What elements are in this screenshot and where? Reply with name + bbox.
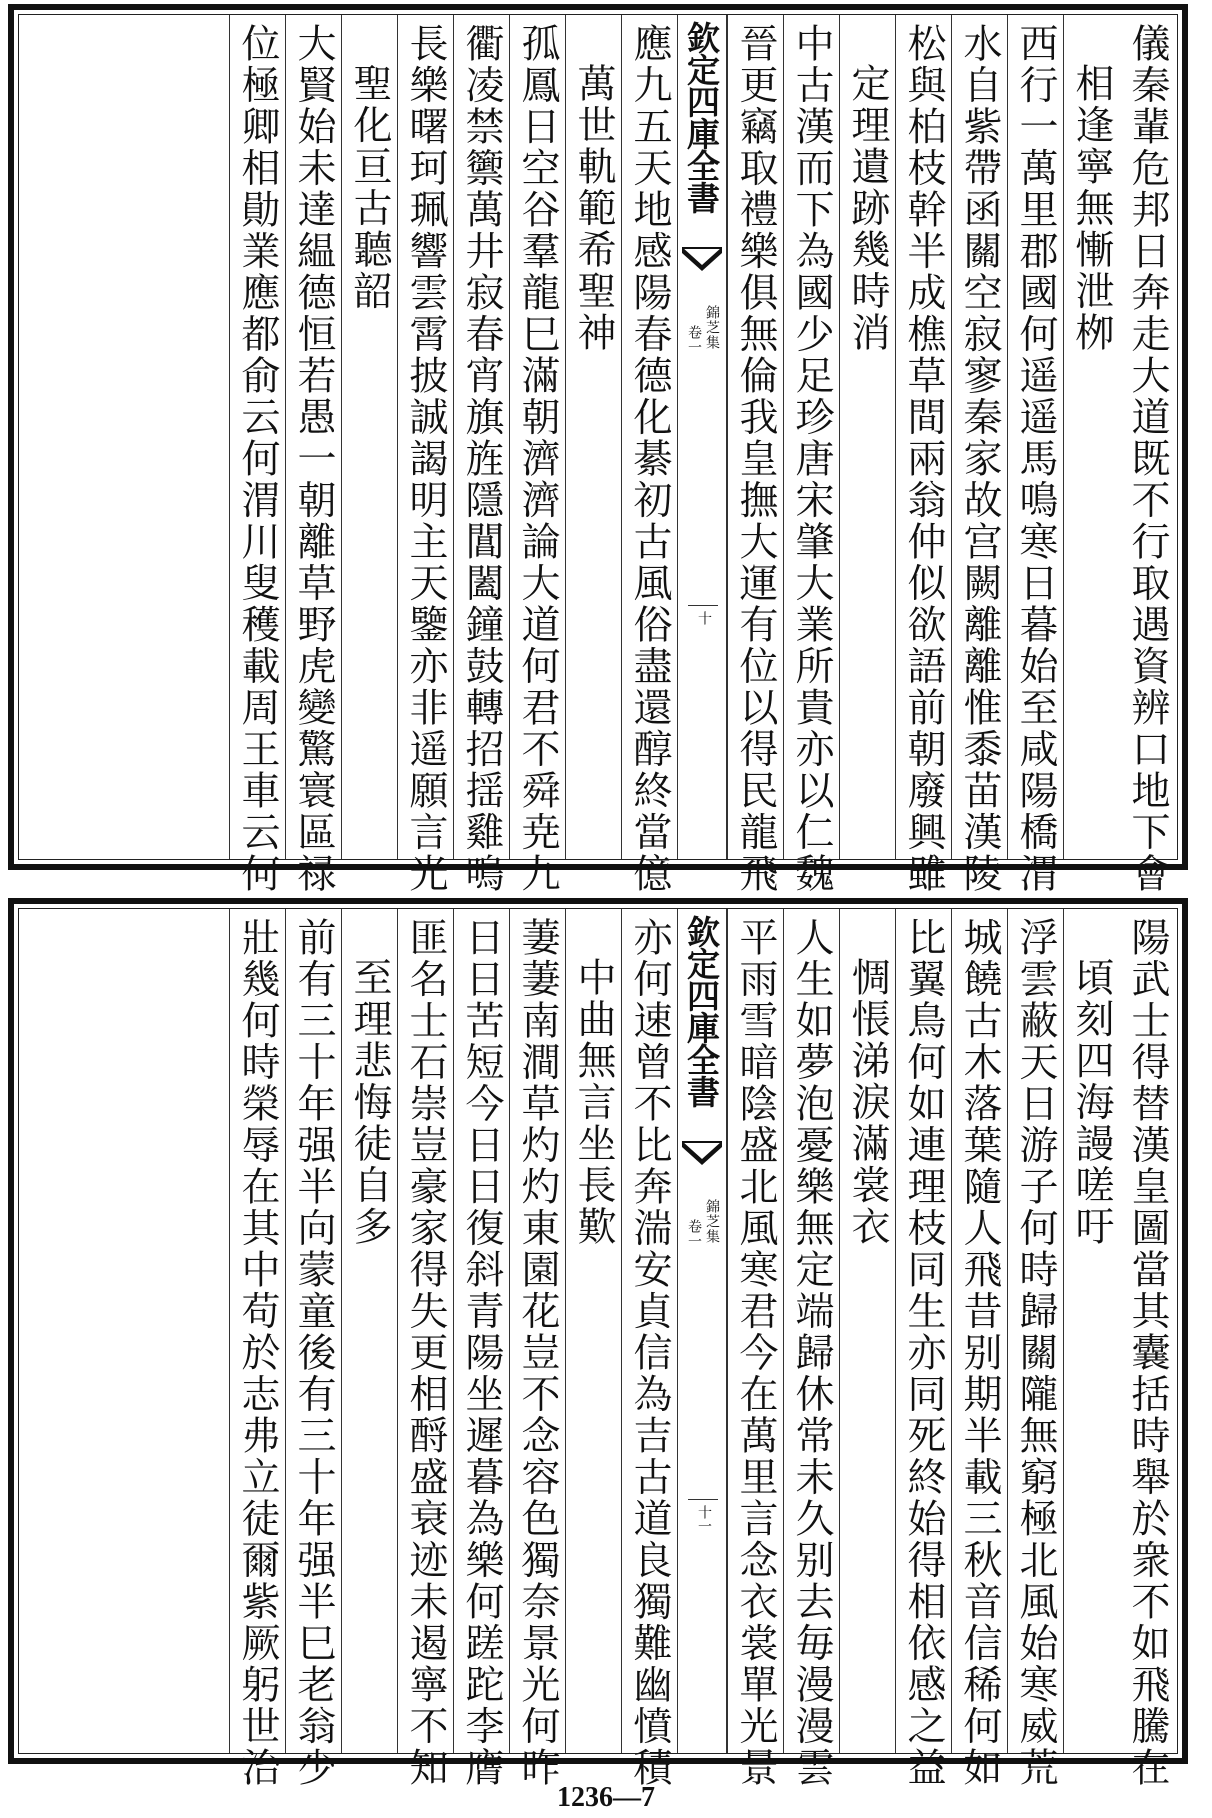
text-column: [453, 909, 509, 1789]
banner-book-title: 錦芝集: [704, 305, 720, 350]
text-column: [509, 15, 565, 895]
page-number: 1236—7: [557, 1782, 655, 1813]
text-column: [839, 909, 895, 1753]
column-text: 城饒古木落葉隨人飛昔别期半載三秋音信稀何如: [957, 917, 1002, 1789]
banner-book-title: 錦芝集: [704, 1199, 720, 1244]
column-text: 長樂曙珂珮響雲霄披誠謁明主天鑒亦非遥願言光: [403, 23, 448, 895]
text-column: [1119, 15, 1175, 895]
column-text: 儀秦輩危邦日奔走大道既不行取遇資辨口地下會: [1125, 23, 1170, 895]
banner-volume: 卷一: [686, 325, 702, 355]
column-text: 孤鳳日空谷羣龍巳滿朝濟濟論大道何君不舜尭九: [515, 23, 560, 895]
column-text: 松與柏枝幹半成樵草間兩翁仲似欲語前朝廢興雖: [901, 23, 946, 895]
column-text: 衢凌禁籞萬井寂春宵旗旌隱閶闔鐘鼓轉招揺雞鳴: [459, 23, 504, 895]
column-text: 應九五天地感陽春德化綦初古風俗盡還醇終當億: [627, 23, 672, 895]
column-text: 平雨雪暗陰盛北風寒君今在萬里言念衣裳單光景: [733, 917, 778, 1789]
text-column: [727, 15, 783, 895]
column-text: 萋萋南澗草灼灼東園花豈不念容色獨奈景光何昨: [515, 917, 560, 1789]
banner-title: 欽定四庫全書: [682, 915, 721, 1107]
column-text: 中古漢而下為國少足珍唐宋肇大業所貴亦以仁魏: [789, 23, 834, 895]
column-text: 晉更竊取禮樂俱無倫我皇撫大運有位以得民龍飛: [733, 23, 778, 895]
column-text: 定理遺跡幾時消: [845, 63, 890, 354]
text-column: [1119, 909, 1175, 1789]
banner-title: 欽定四庫全書: [682, 21, 721, 213]
text-column: [727, 909, 783, 1789]
column-text: 亦何速曾不比奔湍安貞信為吉古道良獨難幽憤積: [627, 917, 672, 1789]
column-text: 相逢寧無慚泄栁: [1069, 63, 1114, 354]
text-column: [1007, 15, 1063, 895]
top-page-text-frame: [18, 14, 1178, 895]
column-text: 水自紫帶函關空寂寥秦家故宫闕離離惟黍苗漢陵: [957, 23, 1002, 895]
banner-volume: 卷一: [686, 1219, 702, 1249]
text-column: [285, 909, 341, 1789]
text-column: [951, 15, 1007, 895]
column-text: 前有三十年强半向蒙童後有三十年强半巳老翁少: [291, 917, 336, 1789]
column-text: 聖化亘古聽韶: [347, 63, 392, 312]
banner-leaf-number: 十一: [696, 1505, 712, 1533]
fishtail-mark-icon: [682, 1141, 722, 1171]
text-column: [783, 909, 839, 1789]
text-column: [951, 909, 1007, 1789]
text-column: [565, 909, 621, 1753]
text-column: [839, 15, 895, 859]
column-text: 大賢始未達緼德恒若愚一朝離草野虎變驚寰區禄: [291, 23, 336, 895]
text-column: [1007, 909, 1063, 1789]
text-column: [397, 15, 453, 895]
column-text: 萬世軌範希聖神: [571, 63, 616, 354]
text-column: [341, 909, 397, 1753]
column-text: 壯幾何時榮辱在其中苟於志弗立徒爾紫厥躬世治: [235, 917, 280, 1789]
column-text: 西行一萬里郡國何遥遥馬鳴寒日暮始至咸陽橋渭: [1013, 23, 1058, 895]
text-column: [229, 15, 285, 895]
text-column: [783, 15, 839, 895]
column-text: 匪名士石崇豈豪家得失更相酹盛衰迹未遏寧不知: [403, 917, 448, 1789]
text-column: [1063, 909, 1119, 1753]
column-text: 比翼鳥何如連理枝同生亦同死終始得相依感之益: [901, 917, 946, 1789]
column-text: 陽武士得替漢皇圖當其囊括時舉於衆不如飛騰在: [1125, 917, 1170, 1789]
banner-leaf-number: 十: [696, 611, 712, 625]
text-column: [397, 909, 453, 1789]
text-column: [1063, 15, 1119, 859]
text-column: [285, 15, 341, 895]
fishtail-mark-icon: [682, 247, 722, 277]
column-text: 頃刻四海謾嗟吁: [1069, 957, 1114, 1248]
text-column: [621, 15, 677, 895]
text-column: [509, 909, 565, 1789]
top-page: [8, 4, 1188, 895]
bottom-page-text-frame: [18, 908, 1178, 1789]
column-text: 位極卿相勛業應都俞云何渭川叟穫載周王車云何: [235, 23, 280, 895]
text-column: [565, 15, 621, 859]
text-column: [895, 909, 951, 1789]
center-banner: [677, 909, 727, 1753]
text-column: [229, 909, 285, 1789]
column-text: 惆悵涕淚滿裳衣: [845, 957, 890, 1248]
bottom-page: [8, 898, 1188, 1789]
text-column: [341, 15, 397, 859]
text-column: [895, 15, 951, 895]
center-banner: [677, 15, 727, 859]
column-text: 至理悲悔徒自多: [347, 957, 392, 1248]
column-text: 浮雲蔽天日游子何時歸關隴無窮極北風始寒威荒: [1013, 917, 1058, 1789]
column-text: 中曲無言坐長歎: [571, 957, 616, 1248]
text-column: [453, 15, 509, 895]
column-text: 人生如夢泡憂樂無定端歸休常未久别去毎漫漫雲: [789, 917, 834, 1789]
column-text: 日日苦短今日日復斜青陽坐遲暮為樂何蹉跎李膺: [459, 917, 504, 1789]
text-column: [621, 909, 677, 1789]
